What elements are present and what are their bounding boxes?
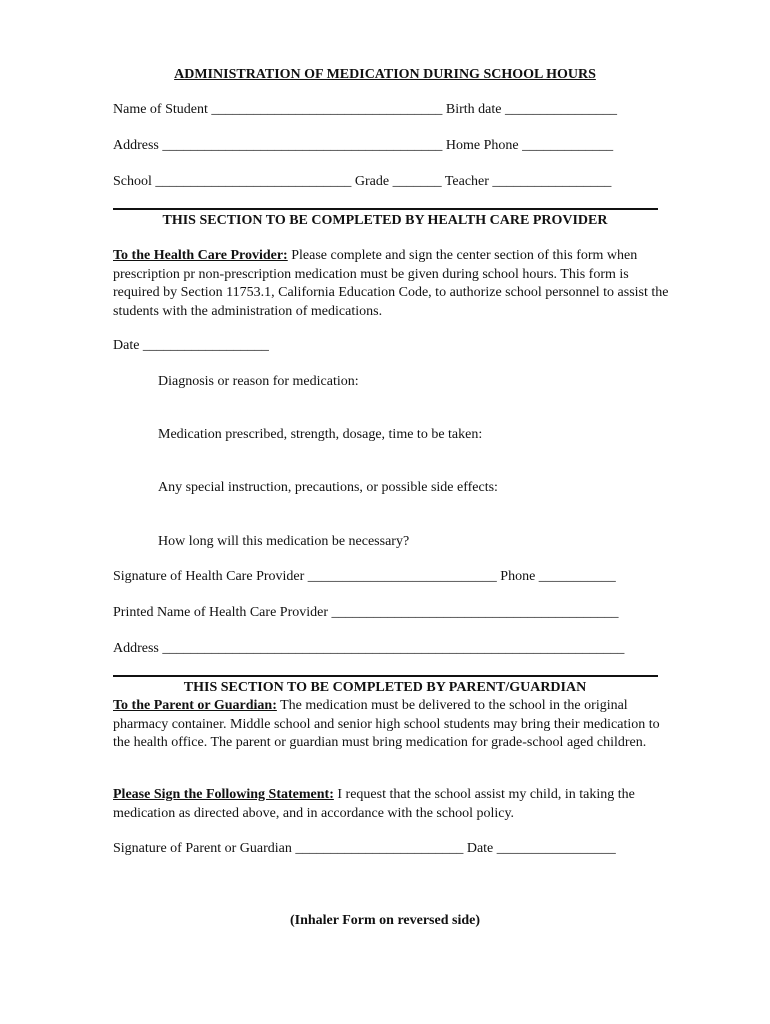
student-name-birthdate-row: Name of Student _________________________________ Birth date ________________ [113,102,617,117]
parent-statement-lead: Please Sign the Following Statement: [113,787,334,802]
provider-section-divider [113,208,658,210]
provider-instructions-lead: To the Health Care Provider: [113,248,288,263]
provider-instructions-text: Please complete and sign the center section of this form when prescription pr non-prescription medication must be given during school hours. This form is required by Section 11753.1, California Education Code, to authorize school personnel to assist the students with the administration of medications. [113,248,669,319]
parent-instructions-text: The medication must be delivered to the school in the original pharmacy container. Middle school and senior high school students may bring their medication to the health office. The parent or guardian must bring medication for grade-school aged children. [113,698,660,750]
parent-section-divider [113,675,658,677]
provider-address-line: Address __________________________________________________________________ [113,641,625,656]
provider-printed-name-line: Printed Name of Health Care Provider _________________________________________ [113,605,619,620]
parent-statement [113,786,673,823]
parent-instructions [113,697,673,753]
provider-section-heading: THIS SECTION TO BE COMPLETED BY HEALTH CARE PROVIDER [162,213,608,228]
provider-signature-phone-line: Signature of Health Care Provider ___________________________ Phone ___________ [113,569,616,584]
address-homephone-row: Address ________________________________________ Home Phone _____________ [113,138,614,153]
medication-prescribed-prompt: Medication prescribed, strength, dosage, time to be taken: [158,427,483,442]
special-instructions-prompt: Any special instruction, precautions, or possible side effects: [158,480,498,495]
duration-prompt: How long will this medication be necessary? [158,534,410,549]
parent-statement-text: I request that the school assist my child, in taking the medication as directed above, and in accordance with the school policy. [113,787,635,821]
diagnosis-prompt: Diagnosis or reason for medication: [158,374,359,389]
school-grade-teacher-row: School ____________________________ Grade _______ Teacher _________________ [113,174,612,189]
provider-instructions [113,247,673,321]
parent-signature-date-line: Signature of Parent or Guardian ________________________ Date _________________ [113,841,616,856]
reverse-side-note: (Inhaler Form on reversed side) [289,913,480,928]
form-title: ADMINISTRATION OF MEDICATION DURING SCHOOL HOURS [174,67,596,82]
provider-date-line: Date __________________ [113,338,269,353]
parent-instructions-lead: To the Parent or Guardian: [113,698,277,713]
parent-section-heading: THIS SECTION TO BE COMPLETED BY PARENT/GUARDIAN [183,680,587,695]
